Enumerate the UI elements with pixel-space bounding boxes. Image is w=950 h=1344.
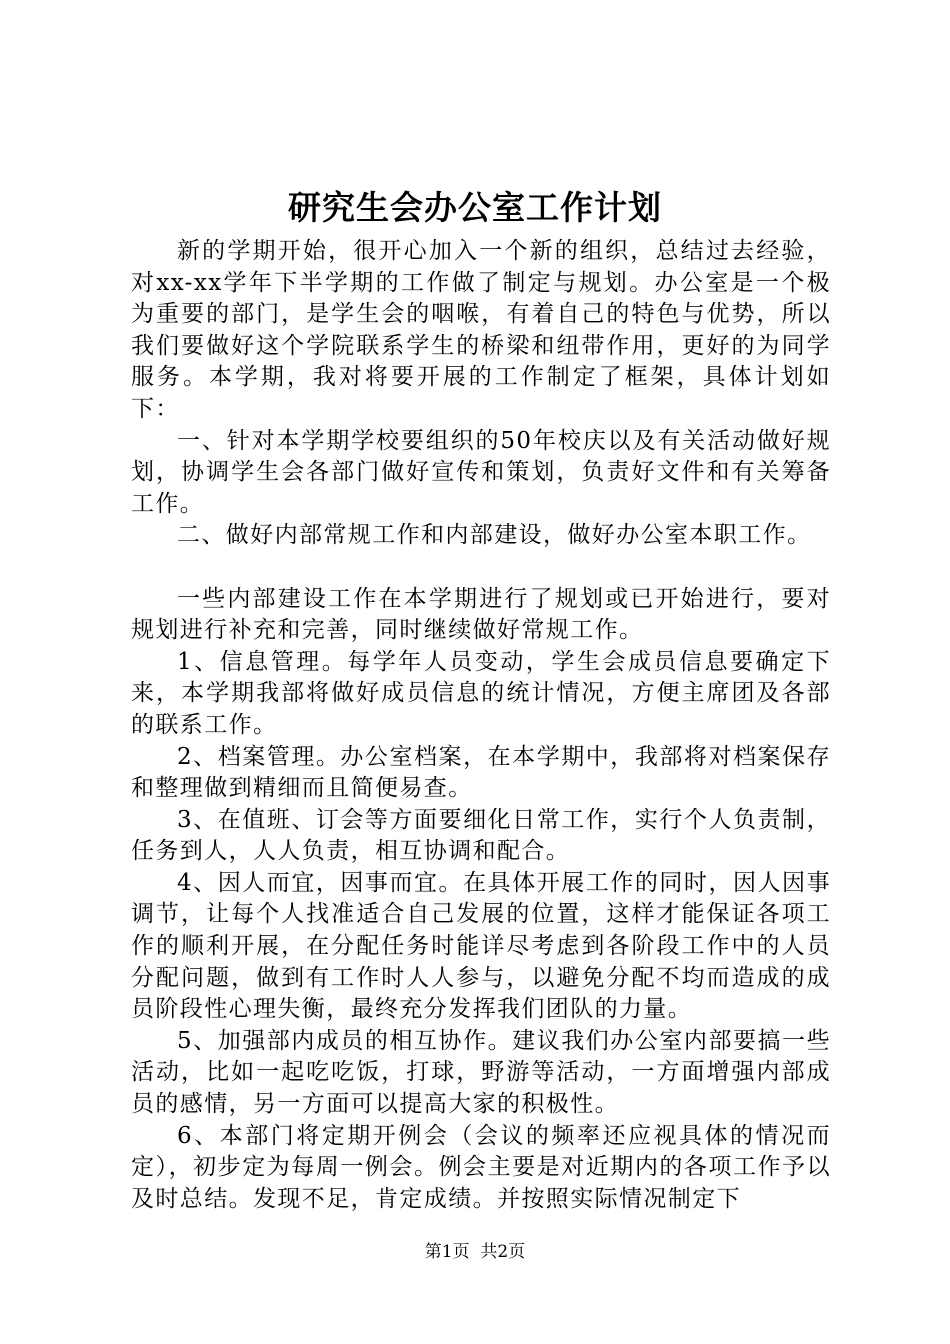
paragraph-internal-construction: 一些内部建设工作在本学期进行了规划或已开始进行，要对规划进行补充和完善，同时继续做好常规工作。 [131,585,831,644]
paragraph-item-one: 一、针对本学期学校要组织的50年校庆以及有关活动做好规划，协调学生会各部门做好宣传和策划，负责好文件和有关筹备工作。 [131,427,831,517]
paragraph-info-management: 1、信息管理。每学年人员变动，学生会成员信息要确定下来，本学期我部将做好成员信息的统计情况，方便主席团及各部的联系工作。 [131,648,831,738]
paragraph-archive-management: 2、档案管理。办公室档案，在本学期中，我部将对档案保存和整理做到精细而且简便易查。 [131,743,831,802]
paragraph-duty-work: 3、在值班、订会等方面要细化日常工作，实行个人负责制，任务到人，人人负责，相互协调和配合。 [131,806,831,865]
paragraph-intro: 新的学期开始，很开心加入一个新的组织，总结过去经验，对xx-xx学年下半学期的工作做了制定与规划。办公室是一个极为重要的部门，是学生会的咽喉，有着自己的特色与优势，所以我们要做好这个学院联系学生的桥梁和纽带作用，更好的为同学服务。本学期，我对将要开展的工作制定了框架，具体计划如下： [131,238,831,422]
page-footer [0,1240,950,1264]
paragraph-item-two: 二、做好内部常规工作和内部建设，做好办公室本职工作。 [177,522,812,549]
paragraph-team-cooperation: 5、加强部内成员的相互协作。建议我们办公室内部要搞一些活动，比如一起吃吃饭，打球，野游等活动，一方面增强内部成员的感情，另一方面可以提高大家的积极性。 [131,1027,831,1118]
paragraph-task-assignment: 4、因人而宜，因事而宜。在具体开展工作的同时，因人因事调节，让每个人找准适合自己发展的位置，这样才能保证各项工作的顺利开展，在分配任务时能详尽考虑到各阶段工作中的人员分配问题，做到有工作时人人参与，以避免分配不均而造成的成员阶段性心理失衡，最终充分发挥我们团队的力量。 [131,869,831,1023]
paragraph-regular-meeting: 6、本部门将定期开例会（会议的频率还应视具体的情况而定），初步定为每周一例会。例会主要是对近期内的各项工作予以及时总结。发现不足，肯定成绩。并按照实际情况制定下 [131,1122,831,1212]
page-number: 第1页 共2页 [424,1242,526,1262]
document-title: 研究生会办公室工作计划 [288,188,662,227]
document-body [131,236,831,1215]
